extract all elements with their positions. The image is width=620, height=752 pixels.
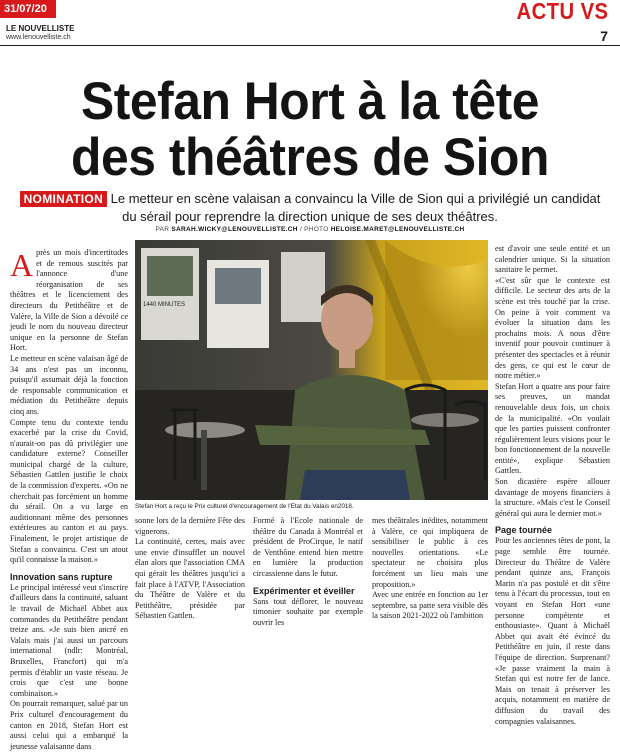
- header-rule: [0, 45, 620, 46]
- paragraph: Formé à l'Ecole nationale de théâtre du Canada à Montréal et président de ProCirque, le natif de Venthône entend bien mettre en lumière la production circassienne dans le futur.: [253, 516, 363, 578]
- headline: [0, 74, 620, 186]
- photo-caption: Stefan Hort a reçu le Prix culturel d'encouragement de l'Etat du Valais en2018.: [135, 503, 354, 510]
- subheading: Page tournée: [495, 525, 553, 536]
- dropcap: A: [10, 247, 34, 283]
- paragraph: près un mois d'incertitudes et de remous suscités par l'annonce d'une réorganisation de ses théâtres et le licenciement des directeurs du Petithéâtre et de Valère, la Ville de Sion a dévoilé ce jeudi le nom du nouveau directeur unique en la personne de Stefan Hort.: [10, 248, 128, 353]
- paragraph: «C'est sûr que le contexte est difficile. Le secteur des arts de la scène est très touché par la crise. On peine à voir comment va évoluer la situation dans les prochains mois. A nous d'être inventif pour pouvoir continuer à présenter des spectacles et à réunir des gens, ce qui est le cœur de notre métier.»: [495, 275, 610, 381]
- paragraph: Le principal intéressé veut s'inscrire d'ailleurs dans la continuité, saluant le travail de Michaël Abbet aux commandes du Petithéâtre pendant treize ans. «Je suis bien ancré en Valais mais j'ai aussi un parcours international (ndlr: Montréal, Bruxelles, Francfort) qui m'a permis d'établir un vaste réseau. Je crois que c'est une bonne combinaison.»: [10, 582, 128, 698]
- paragraph: Avec une entrée en fonction au 1er septembre, sa patte sera visible dès la saison 2021-2022 où l'ambition: [372, 590, 488, 621]
- article-column-b1: [135, 516, 245, 621]
- date-tab: 31/07/20: [0, 0, 56, 18]
- headline-line-1: Stefan Hort à la tête: [80, 72, 539, 131]
- article-column-right: [495, 244, 610, 726]
- article-column-b3: [372, 516, 488, 621]
- paragraph: Pour les anciennes têtes de pont, la page semble être tournée. Directeur du Théâtre de Valère pendant quinze ans, François Marin n'a pas postulé et dit s'être tenu à l'écart du processus, tout en voyant en Stefan Hort «une personne compétente et enthousiaste». Quant à Michaël Abbet qui avait été évincé du Petithéâtre en juin, il reste dans l'équipe de direction. Surprenant? «Je passe vraiment la main à Stefan qui est notre fer de lance. Mais on tenait à préserver les acquis, notamment en matière de diffusion du travail des compagnies valaisannes.: [495, 536, 610, 726]
- page-number: 7: [600, 28, 608, 44]
- byline-author: SARAH.WICKY@LENOUVELLISTE.CH: [171, 226, 298, 233]
- paragraph: Compte tenu du contexte tendu exacerbé par la crise du Covid, n'aurait-on pas dû privilégier une candidature externe? Conseiller municipal chargé de la culture, Sébastien Gattlen justifie le choix de la commission d'experts. «On ne cherchait pas forcément un homme du sérail. On a vu large en auditionnant même des personnes extérieures au canton et au pays. Finalement, le projet artistique de Stefan a convaincu. C'est un atout qu'il connaisse la maison.»: [10, 417, 128, 565]
- paragraph: La continuité, certes, mais avec une envie d'insuffler un nouvel élan alors que l'association CMA qui gérait les théâtres jusqu'ici a fait place à l'ATVP, l'Association du Théâtre de Valère et du Petithéâtre, présidée par Sébastien Gattlen.: [135, 537, 245, 621]
- kicker-badge: NOMINATION: [20, 191, 107, 207]
- byline: [0, 226, 620, 233]
- paragraph: Son dicastère espère allouer davantage de moyens financiers à la structure. «Mais c'est le Conseil général qui aura le dernier mot.»: [495, 477, 610, 518]
- headline-line-2: des théâtres de Sion: [71, 128, 549, 187]
- paragraph: sonne lors de la dernière Fête des vignerons.: [135, 516, 245, 536]
- subheading: Innovation sans rupture: [10, 571, 113, 582]
- paragraph: mes théâtrales inédites, notamment à Valère, ce qui impliquera de sensibiliser le public à ces nouvelles orientations. «Le spectateur ne choisira plus forcément un lieu mais une proposition.»: [372, 516, 488, 589]
- paper-name: LE NOUVELLISTE: [6, 24, 75, 33]
- byline-par: PAR: [155, 226, 170, 233]
- paragraph: est d'avoir une seule entité et un calendrier unique. Si la situation sanitaire le permet.: [495, 244, 610, 275]
- paragraph: Le metteur en scène valaisan âgé de 34 ans n'est pas un inconnu, puisqu'il assumait déjà la fonction de responsable communication et médiation du Petithéâtre depuis cinq ans.: [10, 353, 128, 416]
- byline-photo-label: / PHOTO: [299, 226, 329, 233]
- paragraph: On pourrait remarquer, salué par un Prix culturel d'encouragement du canton en 2018, Stefan Hort est aussi celui qui a embarqué la jeunesse valaisanne dans: [10, 699, 128, 751]
- poster-text: 1440 MINUTES: [143, 302, 186, 308]
- photo-illustration: [135, 240, 488, 500]
- lead-text: Le metteur en scène valaisan a convaincu la Ville de Sion qui a privilégié un candidat du sérail pour reprendre la direction unique de ses deux théâtres.: [110, 191, 601, 224]
- article-column-b2: [253, 516, 363, 627]
- paragraph: Stefan Hort a quatre ans pour faire ses preuves, un mandat renouvelable deux fois, un choix de la municipalité. «On voulait que les parties puissent confronter régulièrement leurs visions pour le bon fonctionnement de la nouvelle entité», explique Sébastien Gattlen.: [495, 381, 610, 476]
- subheading: Expérimenter et éveiller: [253, 585, 355, 596]
- byline-photographer: HELOISE.MARET@LENOUVELLISTE.CH: [330, 226, 465, 233]
- section-tag: ACTU VS: [516, 0, 608, 24]
- paragraph: Sans tout déflorer, le nouveau timonier souhaite par exemple ouvrir les: [253, 596, 363, 627]
- lead: [14, 190, 606, 225]
- paper-url: www.lenouvelliste.ch: [6, 34, 71, 41]
- article-photo: [135, 240, 488, 500]
- article-column-left: [10, 247, 128, 751]
